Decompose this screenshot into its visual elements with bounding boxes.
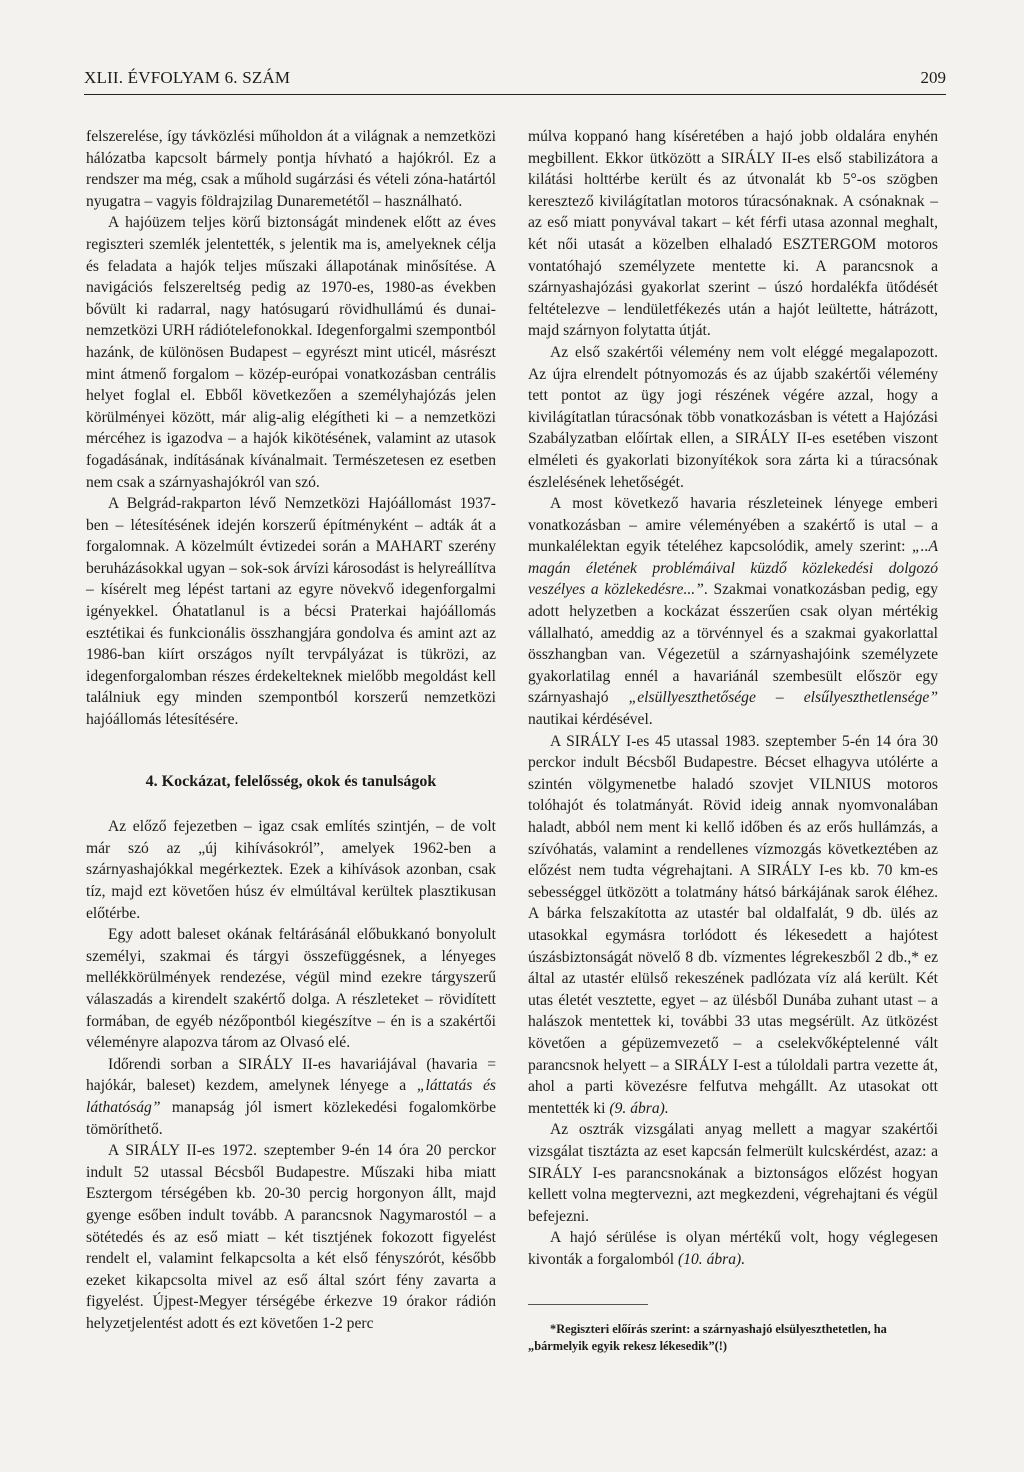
paragraph-text: A hajó sérülése is olyan mértékű volt, hogy véglegesen kivonták a forgalomból [528,1229,938,1268]
left-column [86,126,496,1334]
footnote: *Regiszteri előírás szerint: a szárnyashajó elsülyeszthetetlen, ha „bármelyik egyik rekesz lékesedik”(!) [528,1322,887,1354]
figure-reference: (9. ábra). [609,1099,669,1117]
italic-quote: „..A magán életének problémáival küzdő közlekedési dolgozó veszélyes a közlekedésre...” [528,538,938,599]
paragraph: Az osztrák vizsgálati anyag mellett a magyar szakértői vizsgálat tisztázta az eset kapcsán felmerült kulcskérdést, azaz: a SIRÁLY I-es parancsnokának a biztonságos előzést hogyan kellett volna megtervezni, azt megkezdeni, végrehajtani és végül befejezni. [528,1121,938,1225]
paragraph [528,1227,938,1270]
right-column [528,126,938,1355]
italic-phrase: „láttatás és láthatóság” [86,1077,496,1116]
paragraph-text: nautikai kérdésével. [528,711,653,729]
running-header [84,68,946,95]
paragraph: felszerelése, így távközlési műholdon át a világnak a nemzetközi hálózatba kapcsolt bármely pontja hívható a hajókról. Ez a rendszer ma még, csak a műhold sugárzási és vételi zóna-határtól nyugatra – vagyis földrajzilag Dunaremetétől – használható. [86,128,496,210]
footnote-divider [528,1304,648,1305]
section-heading: 4. Kockázat, felelősség, okok és tanulságok [145,772,437,790]
page-number: 209 [920,68,946,87]
paragraph-text: A most következő havaria részleteinek lényege emberi vonatkozásban – amire véleményében a szakértő is utal – a munkalélektan egyik tételéhez kapcsolódik, amely szerint: [528,495,938,556]
paragraph-text: . Szakmai vonatkozásban pedig, egy adott helyzetben a kockázat ésszerűen csak olyan mértékig vállalható, ameddig az a törvénnyel és a szakmai gyakorlattal összhangban van. Végezetül a szárnyashajóink személyzete gyakorlatilag ennél a havariánál szembesült először egy szárnyashajó [528,581,938,707]
paragraph-text: manapság jól ismert közlekedési fogalomkörbe tömöríthető. [86,1098,496,1138]
paragraph: Az első szakértői vélemény nem volt eléggé megalapozott. Az újra elrendelt pótnyomozás és az újabb szakértői vélemény tett pontot az ügy jogi részének végére azzal, hogy a kivilágítatlan túracsónak több vonatkozásban is vétett a Hajózási Szabályzatban előírtak ellen, a SIRÁLY II-es esetében viszont elméleti és gyakorlati bizonyítékok sora zárta ki a túracsónak észlelésének lehetőségét. [528,343,938,491]
paragraph: A Belgrád-rakparton lévő Nemzetközi Hajóállomást 1937-ben – létesítésének idején korszerű építményként – adták át a forgalomnak. A közelmúlt évtizedei során a MAHART szerény beruházásokkal ugyan – sok-sok árvízi károsodást is helyreállítva – kísérelt meg lépést tartani az egyre növekvő idegenforgalmi igényekkel. Óhatatlanul is a bécsi Praterkai hajóállomás esztétikai és funkcionális összhangjára gondolva és amint azt az 1986-ban kiírt országos nyílt tervpályázat is tükrözi, az idegenforgalomban részes érdekelteknek mielőbb megoldást kell találniuk egy minden szempontból korszerű nemzetközi hajóállomás létesítésére. [86,495,496,729]
paragraph: Az előző fejezetben – igaz csak említés szintjén, – de volt már szó az „új kihívásokról”, amelyek 1962-ben a szárnyashajókkal megérkeztek. Ezek a kihívások azonban, csak tíz, majd ezt követően húsz év elmúltával kerültek plasztikusan előtérbe. [86,818,496,922]
paragraph [528,731,938,1120]
paragraph [86,1054,496,1140]
paragraph-text: Időrendi sorban a SIRÁLY II-es havariájával (havaria = hajókár, baleset) kezdem, amelynek lényege a [86,1055,496,1095]
paragraph: Egy adott baleset okának feltárásánál előbukkanó bonyolult személyi, szakmai és tárgyi összefüggésnek, a lényeges mellékkörülmények rendezése, végül mind ezekre tárgyszerű válaszadás a kirendelt szakértő dolga. A részleteket – rövidített formában, de egyéb nézőpontból kiegészítve – én is a szakértői véleményre alapozva tárom az Olvasó elé. [86,926,496,1052]
italic-phrase: „elsüllyeszthetősége – elsűlyeszthetlensége” [628,689,939,707]
paragraph-text: A SIRÁLY I-es 45 utassal 1983. szeptember 5-én 14 óra 30 perckor indult Bécsből Budapestre. Bécset elhagyva utólérte a szintén völgymenetbe haladó szovjet VILNIUS motoros tolóhajót és tolatmányát. Rövid ideig annak nyomvonalában haladt, abból nem ment ki kellő időben és az erős hullámzás, a szívóhatás, valamint a rendellenes vízmozgás következtében az előzést nem tudta végrehajtani. A SIRÁLY I-es kb. 70 km-es sebességgel ütközött a tolatmány hátsó bárkájának sarok éléhez. A bárka felszakította az utastér bal oldalfalát, 9 db. ülés az utasokkal egymásra torlódott és lékesedett a hajótest úszásbiztonságát növelő 8 db. vízmentes légrekeszből 2 db.,* ez által az utastér elülső rekeszének padlózata víz alá került. Két utas életét vesztette, egyet – az ülésből Dunába zuhant utast – a halászok mentettek ki, további 33 utas megsérült. Az ütközést követően a gépüzemvezető – a cselekvőképtelenné vált parancsnok helyett – a SIRÁLY I-est a túloldali partra vezette át, ahol a parti kövezésre felfutva mehgállt. Az utasokat ott mentették ki [528,732,938,1117]
paragraph: múlva koppanó hang kíséretében a hajó jobb oldalára enyhén megbillent. Ekkor ütközött a SIRÁLY II-es első stabilizátora a kilátási holttérbe került és az útvonalát kb 5°-os szögben keresztező kivilágítatlan motoros túracsónaknak. A csónaknak – az eső miatt ponyvával takart – két férfi utasa azonnal meghalt, két női utasát a közelben elhaladó ESZTERGOM motoros vontatóhajó személyzete mentette ki. A parancsnok a szárnyashajózási gyakorlat szerint – úszó hordalékfa ütődését feltételezve – lendületfékezés után a hajót leültette, hátrázott, majd szárnyon folytatta útját. [528,128,938,340]
paragraph: A hajóüzem teljes körű biztonságát mindenek előtt az éves regiszteri szemlék jelentették, s jelentik ma is, amelyeknek célja és feladata a hajók teljes műszaki állapotának minősítése. A navigációs felszereltség pedig az 1970-es, 1980-as években bővült ki radarral, nagy hatósugarú rövidhullámú és dunai-nemzetközi URH rádiótelefonokkal. Idegenforgalmi szempontból hazánk, de különösen Budapest – egyrészt mint uticél, másrészt mint átmenő forgalom – közép-európai vonatkozásban centrális helyet foglal el. Ebből következően a személyhajózás jelen körülményei között, már alig-alig elégítheti ki – a nemzetközi mércéhez is igazodva – a hajók kikötésének, valamint az utasok fogadásának, indításának kívánalmait. Természetesen ez esetben nem csak a szárnyashajókról van szó. [86,214,496,491]
journal-issue-label: XLII. ÉVFOLYAM 6. SZÁM [84,68,291,87]
paragraph [528,493,938,731]
paragraph: A SIRÁLY II-es 1972. szeptember 9-én 14 óra 20 perckor indult 52 utassal Bécsből Budapestre. Műszaki hiba miatt Esztergom térségében kb. 20-30 percig horgonyon állt, majd gyenge esőben indult tovább. A parancsnok Nagymarostól – a sötétedés és az eső miatt – két tisztjének fokozott figyelést rendelt el, valamint felkapcsolta a két első fényszórót, később ezeket kikapcsolta mivel az eső által szórt fény zavarta a figyelést. Újpest-Megyer térségébe érkezve 19 órakor rádión helyzetjelentést adott és ezt követően 1-2 perc [86,1142,496,1332]
figure-reference: (10. ábra). [678,1250,746,1268]
